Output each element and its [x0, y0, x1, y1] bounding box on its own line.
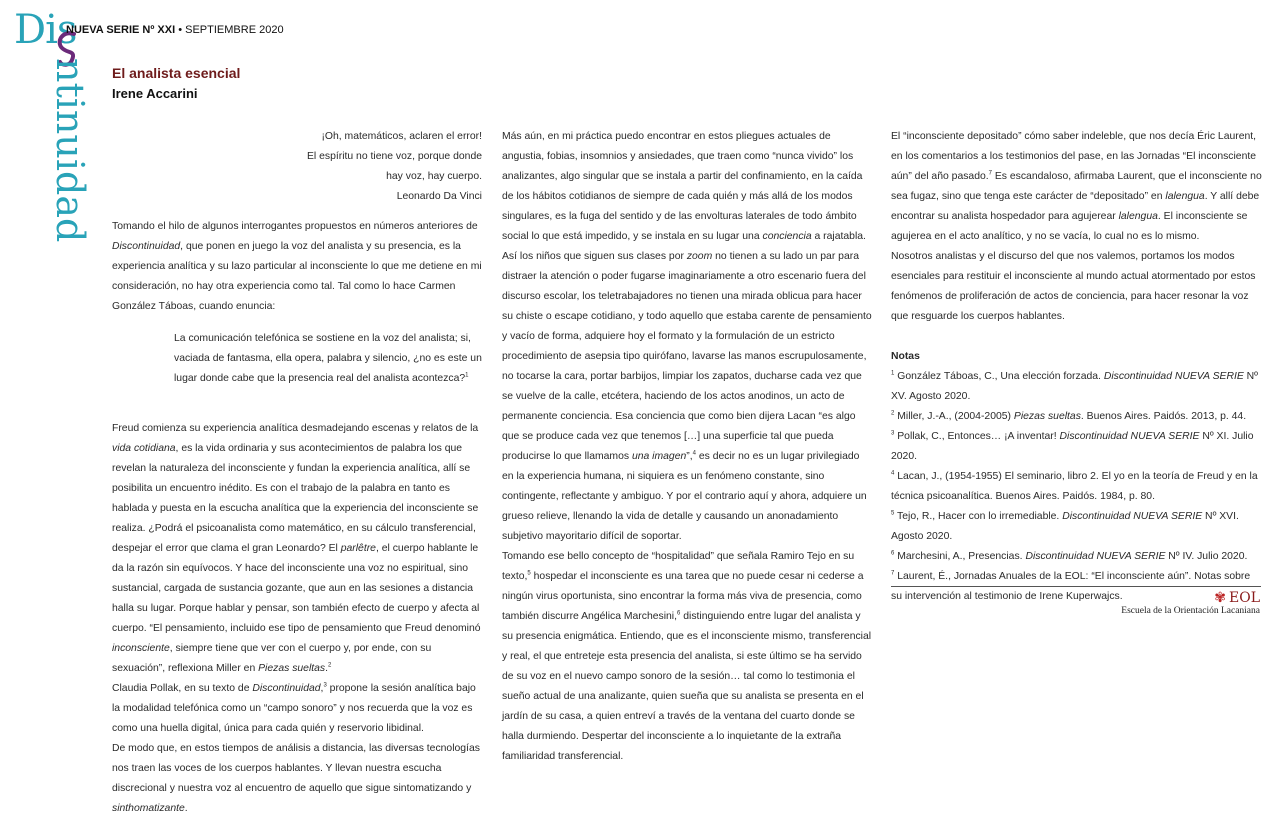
- series-separator: •: [175, 24, 186, 36]
- discontinuidad-logo: [10, 7, 100, 243]
- eol-emblem-icon: ✾: [1214, 590, 1226, 606]
- footnote: $^5$ Tejo, R., Hacer con lo irremediable. Discontinuidad NUEVA SERIE Nº XVI. Agosto 2020.: [891, 510, 1239, 542]
- paragraph: Tomando ese bello concepto de “hospitalidad” que señala Ramiro Tejo en su texto,$^5$ hospedar el inconsciente es una tarea que no puede cesar ni cederse a ningún virus oportunista, sino encontrar la forma más viva de presencia, como también discurre Angélica Marchesini,$^6$ distinguiendo entre lugar del analista y su presencia enigmática. Entiendo, que es el inconsciente mismo, transferencial y real, el que entreteje esta presencia del analista, si este último se ha servido de su voz en el nuevo campo sonoro de la sesión… tal como lo testimonia el sueño actual de una analizante, quien sueña que su analista se presenta en el jardín de su casa, a quien entreví a través de la ventana del cuarto donde se halla durmiendo. Despertar del inconsciente a lo inquietante de la extraña familiaridad transferencial.: [502, 551, 872, 762]
- block-quote: La comunicación telefónica se sostiene en la voz del analista; si, vaciada de fantasma, ella opera, palabra y silencio, ¿no es este un lugar donde cabe que la presencia real del analista acontezca?$^1$: [174, 333, 482, 384]
- logo-vertical-text: ntinuidad: [48, 58, 92, 243]
- text-column-2: [502, 127, 872, 767]
- epigraph-line: El espíritu no tiene voz, porque donde: [306, 151, 482, 162]
- eol-mark: [1214, 590, 1260, 606]
- notes-title: Notas: [891, 351, 920, 362]
- epigraph-author: Leonardo Da Vinci: [396, 191, 482, 202]
- paragraph: Más aún, en mi práctica puedo encontrar en estos pliegues actuales de angustia, fobias, insomnios y ansiedades, que traen como “nunca vivido” los analizantes, algo singular que se instala a partir del confinamiento, en la caída de los hábitos cotidianos de siempre de cada quién y más allá de los modos singulares, es la fuga del sentido y de las envolturas laterales de todo ámbito social lo que está impedido, y se instala en su lugar una conciencia a rajatabla. Así los niños que siguen sus clases por zoom no tienen a su lado un par para distraer la atención o poder fugarse imaginariamente a otro escenario fuera del discurso escolar, los teletrabajadores no tienen una mirada oblicua para hacer su chiste o escape cotidiano, y todo aquello que estaba carente de pensamiento y vacío de forma, adquiere hoy el formato y la formulación de un estricto procedimiento de asepsia tipo quirófano, lavarse las manos escrupulosamente, no tocarse la cara, portar barbijos, limpiar los zapatos, ducharse cada vez que se vuelve de la calle, etcétera, haciendo de los actos anodinos, un acto de permanente conciencia. Esa conciencia que como bien dijera Lacan “es algo que se produce cada vez que tenemos […] una superficie tal que pueda producirse lo que llamamos una imagen”,$^4$ es decir no es un lugar privilegiado en la experiencia humana, ni siquiera es un fenómeno constante, sino contingente, reflectante y ambiguo. Y por el contrario aquí y ahora, adquiere un grueso relieve, llenando la vida de detalle y causando un anonadamiento subjetivo mayoritario difícil de soportar.: [502, 131, 872, 542]
- epigraph-line: ¡Oh, matemáticos, aclaren el error!: [321, 131, 482, 142]
- text-column-3: [891, 127, 1263, 607]
- paragraph: Nosotros analistas y el discurso del que nos valemos, portamos los modos esenciales para restituir el inconsciente al mundo actual atormentado por estos fenómenos de proliferación de actos de conciencia, para hacer resonar la voz que resguarde los cuerpos hablantes.: [891, 251, 1256, 322]
- epigraph: [112, 127, 482, 207]
- logo-top-text: Dis: [14, 7, 77, 53]
- article-title: El analista esencial: [112, 65, 241, 81]
- paragraph: De modo que, en estos tiempos de análisis a distancia, las diversas tecnologías nos traen las voces de los cuerpos hablantes. Y llevan nuestra escucha discrecional y nuestra voz al encuentro de aquello que sigue sintomatizando y sinthomatizante.: [112, 743, 480, 814]
- eol-name: Escuela de la Orientación Lacaniana: [1121, 606, 1260, 616]
- footnote: $^4$ Lacan, J., (1954-1955) El seminario, libro 2. El yo en la teoría de Freud y en la técnica psicoanalítica. Buenos Aires. Paidós. 1984, p. 80.: [891, 470, 1258, 502]
- eol-mark-text: EOL: [1229, 590, 1260, 606]
- paragraph: Tomando el hilo de algunos interrogantes propuestos en números anteriores de Discontinuidad, que ponen en juego la voz del analista y su presencia, es la experiencia analítica y su lazo particular al inconsciente lo que me detiene en mi consideración, no hay otra experiencia como tal. Tal como lo hace Carmen González Táboas, cuando enuncia:: [112, 221, 482, 312]
- series-number: NUEVA SERIE Nº XXI: [66, 24, 176, 36]
- footnote: $^3$ Pollak, C., Entonces… ¡A inventar! Discontinuidad NUEVA SERIE Nº XI. Julio 2020.: [891, 430, 1254, 462]
- paragraph: El “inconsciente depositado” cómo saber indeleble, que nos decía Éric Laurent, en los comentarios a los testimonios del pase, en las Jornadas “El inconsciente aún” del año pasado.$^7$ Es escandaloso, afirmaba Laurent, que el inconsciente no sea fugaz, sino que tenga este carácter de “depositado” en lalengua. Y allí debe encontrar su analista hospedador para agujerear lalengua. El inconsciente se agujerea en el acto analítico, y no se vacía, lo cual no es lo mismo.: [891, 131, 1262, 242]
- text-column-1: [112, 127, 482, 819]
- footnote: $^1$ González Táboas, C., Una elección forzada. Discontinuidad NUEVA SERIE Nº XV. Agosto 2020.: [891, 370, 1258, 402]
- series-date: SEPTIEMBRE 2020: [185, 24, 284, 36]
- epigraph-line: hay voz, hay cuerpo.: [386, 171, 482, 182]
- article-author: Irene Accarini: [112, 86, 198, 101]
- issue-series: [66, 24, 284, 36]
- paragraph: Claudia Pollak, en su texto de Discontinuidad,$^3$ propone la sesión analítica bajo la modalidad telefónica como un “campo sonoro” y nos recuerda que la voz es como una huella digital, única para cada quién y reservorio libidinal.: [112, 682, 476, 734]
- footer-divider: [891, 586, 1261, 587]
- eol-logo: [1121, 590, 1262, 620]
- footnote: $^2$ Miller, J.-A., (2004-2005) Piezas sueltas. Buenos Aires. Paidós. 2013, p. 44.: [891, 410, 1247, 422]
- paragraph: Freud comienza su experiencia analítica desmadejando escenas y relatos de la vida cotidiana, es la vida ordinaria y sus acontecimientos de palabra los que revelan la naturaleza del inconsciente y fundan la experiencia analítica, allí se posibilita un encuentro inédito. Es con el trabajo de la palabra en tanto es hablada y puesta en la escucha analítica que la experiencia del inconsciente se realiza. ¿Podrá el psicoanalista como matemático, en su cálculo transferencial, despejar el error que clama el gran Leonardo? El parlêtre, el cuerpo hablante le da la razón sin equívocos. Y hace del inconsciente una voz no espiritual, sino sustancial, cargada de sustancia gozante, que aun en las sesiones a distancia halla su lugar. Porque hablar y pensar, son también efecto de cuerpo y afecta al cuerpo. “El pensamiento, incluido ese tipo de pensamiento que Freud denominó inconsciente, siempre tiene que ver con el cuerpo y, por ende, con su sexuación”, reflexiona Miller en Piezas sueltas.$^2$: [112, 423, 481, 674]
- footnote: $^6$ Marchesini, A., Presencias. Discontinuidad NUEVA SERIE Nº IV. Julio 2020.: [891, 550, 1248, 562]
- footnote: $^7$ Laurent, É., Jornadas Anuales de la EOL: “El inconsciente aún”. Notas sobre su intervención al testimonio de Irene Kuperwajcs.: [891, 570, 1251, 602]
